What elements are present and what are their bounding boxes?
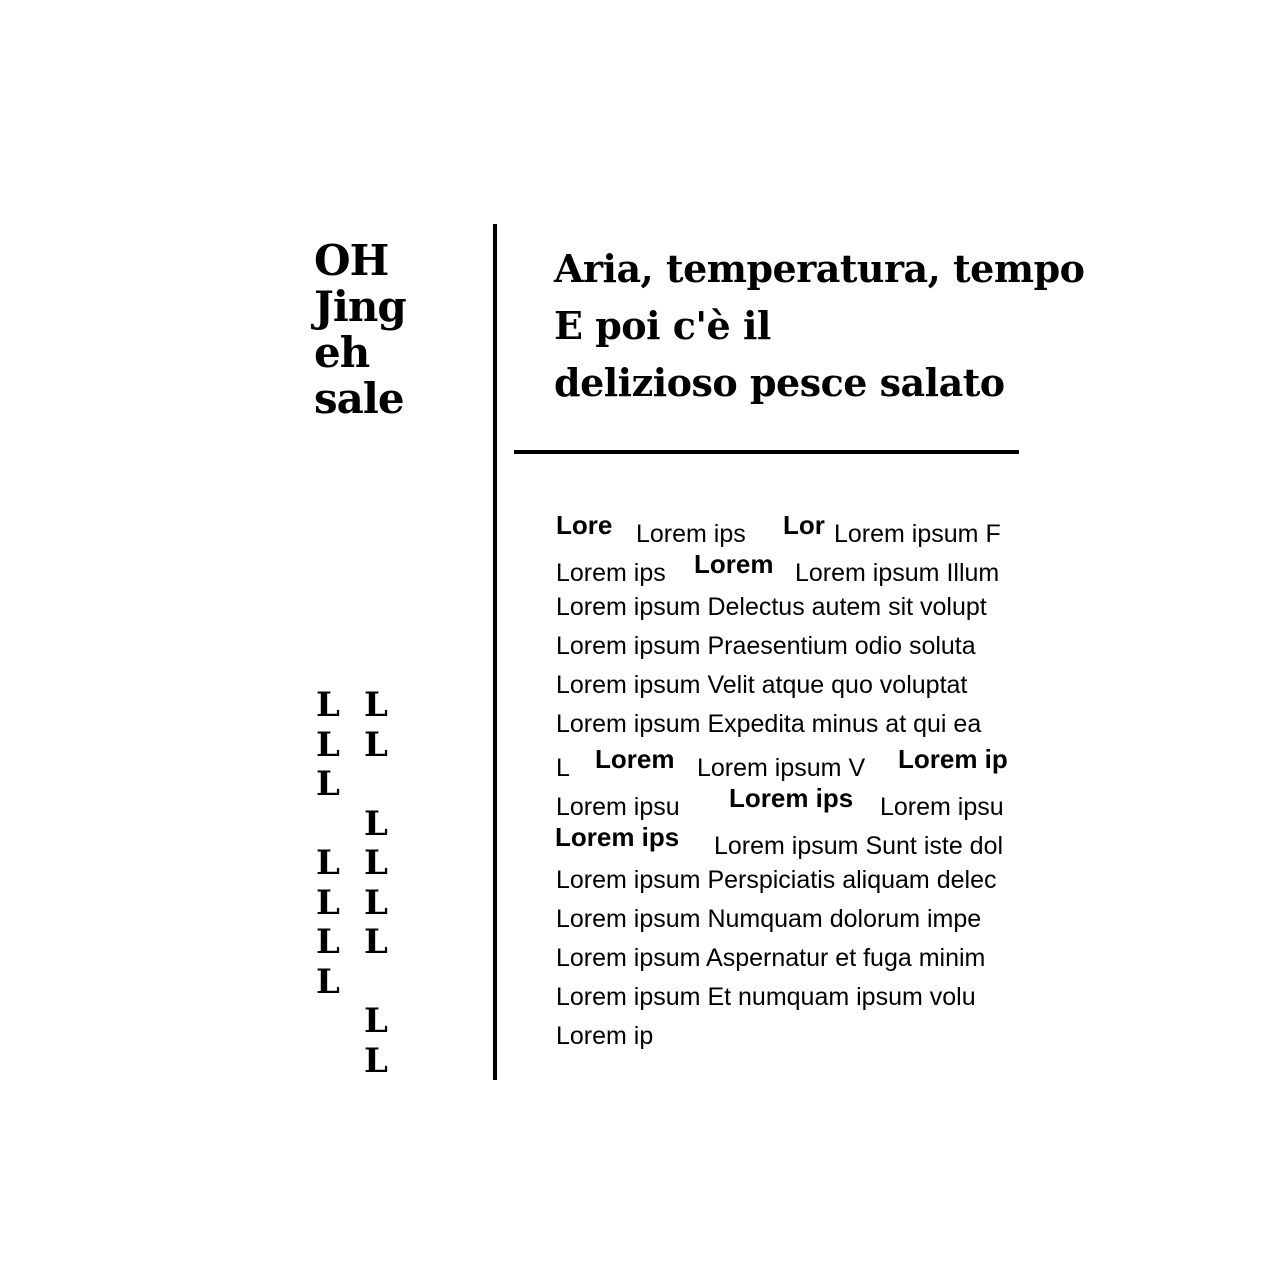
text-fragment: Lorem ipsum V [697, 754, 866, 782]
letter: L [364, 843, 388, 883]
letter: L [364, 882, 388, 923]
bold-fragment: Lorem ips [729, 783, 854, 813]
horizontal-divider [514, 450, 1019, 454]
letter [364, 765, 388, 805]
letter: L [316, 961, 340, 1002]
bold-fragment: Lorem [694, 549, 774, 579]
text-line: Lorem ipsum Praesentium odio soluta [556, 632, 976, 660]
bold-fragment: Lorem ip [898, 744, 1008, 774]
bold-fragment: Lorem ips [555, 822, 680, 852]
headline-line: E poi c'è il [554, 303, 771, 348]
text-row [556, 783, 1036, 822]
bold-fragment: Lor [783, 510, 825, 540]
text-fragment: Lorem ipsum Illum [795, 559, 1000, 587]
text-line: Lorem ipsum Velit atque quo voluptat [556, 671, 968, 699]
bold-fragment: Lore [556, 510, 613, 540]
text-fragment: Lorem ips [556, 559, 666, 587]
letter: L [364, 685, 388, 725]
text-row [556, 510, 1036, 549]
side-title [314, 238, 406, 422]
text-line: Lorem ipsum Numquam dolorum impe [556, 905, 982, 933]
headline-line: Aria, temperatura, tempo [554, 246, 1085, 291]
letter: L [316, 922, 340, 962]
text-fragment: Lorem ips [636, 520, 746, 548]
text-line: Lorem ipsum Expedita minus at qui ea [556, 710, 982, 738]
text-line: Lorem ipsum Aspernatur et fuga minim [556, 944, 986, 972]
side-title-line: Jing [314, 282, 406, 331]
vertical-divider [493, 224, 497, 1080]
letter: L [316, 882, 340, 923]
text-fragment: Lorem ipsu [880, 793, 1004, 821]
text-line: Lorem ipsum Perspiciatis aliquam delec [556, 866, 997, 894]
side-title-line: OH [314, 236, 389, 285]
letter: L [364, 724, 388, 765]
letter [316, 1042, 340, 1082]
side-title-line: sale [314, 374, 404, 423]
letter: L [316, 685, 340, 725]
headline [554, 240, 1084, 411]
headline-line: delizioso pesce salato [554, 360, 1005, 405]
text-row [556, 549, 1036, 588]
letter: L [364, 922, 388, 962]
letter [364, 963, 388, 1003]
letter: L [364, 1040, 388, 1081]
side-title-line: eh [314, 328, 370, 377]
letter: L [316, 724, 340, 765]
letter: L [316, 764, 340, 804]
text-fragment: Lorem ipsu [556, 793, 680, 821]
text-row [556, 822, 1036, 861]
letter: L [364, 1001, 388, 1041]
body-text [556, 510, 1036, 1056]
letter-column-left [316, 686, 340, 1081]
text-line: Lorem ip [556, 1022, 654, 1050]
letter: L [316, 843, 340, 883]
text-fragment: L [556, 754, 570, 782]
bold-fragment: Lorem [595, 744, 675, 774]
text-line: Lorem ipsum Delectus autem sit volupt [556, 593, 987, 621]
text-row [556, 744, 1036, 783]
text-fragment: Lorem ipsum F [834, 520, 1001, 548]
letter [316, 1002, 340, 1042]
letter: L [364, 803, 388, 844]
text-fragment: Lorem ipsum Sunt iste dol [714, 832, 1004, 860]
letter [316, 805, 340, 845]
letter-column-right [364, 686, 388, 1081]
text-line: Lorem ipsum Et numquam ipsum volu [556, 983, 976, 1011]
